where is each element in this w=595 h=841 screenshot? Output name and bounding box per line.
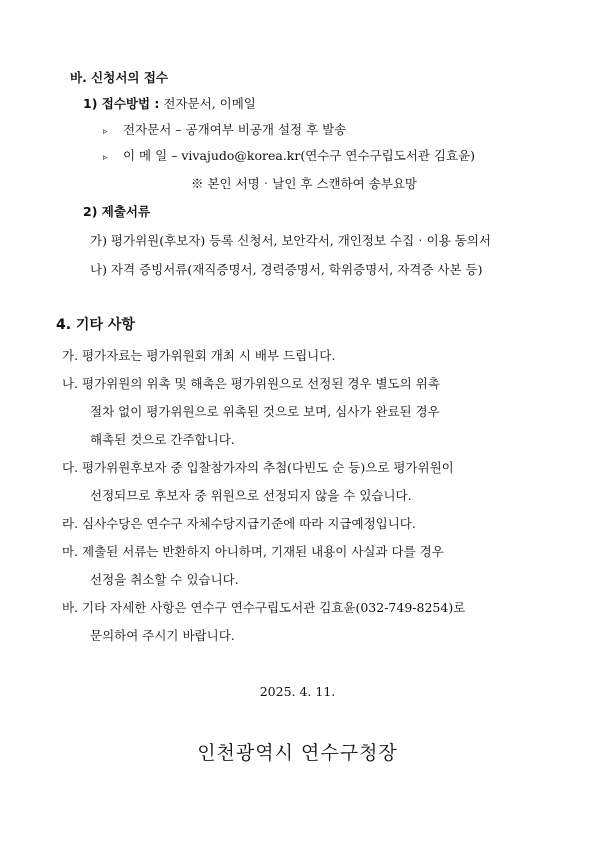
list-item-continuation: 해촉된 것으로 간주합니다. (90, 432, 235, 447)
bullet-item (103, 148, 475, 166)
submission-method-value: 전자문서, 이메일 (163, 96, 256, 111)
triangle-bullet-icon: ▹ (103, 127, 108, 137)
list-item: 바. 기타 자세한 사항은 연수구 연수구립도서관 김효윤(032-749-8254)로 (62, 600, 466, 615)
list-item: 마. 제출된 서류는 반환하지 아니하며, 기재된 내용이 사실과 다를 경우 (62, 544, 444, 559)
section-heading: 4. 기타 사항 (56, 317, 135, 333)
list-item: 가. 평가자료는 평가위원회 개최 시 배부 드립니다. (62, 348, 336, 363)
list-item-continuation: 문의하여 주시기 바랍니다. (90, 628, 235, 643)
bullet-text: 이 메 일 – vivajudo@korea.kr(연수구 연수구립도서관 김효윤) (123, 148, 476, 163)
list-item-continuation: 선정을 취소할 수 있습니다. (90, 572, 239, 587)
list-item: 나. 평가위원의 위촉 및 해촉은 평가위원으로 선정된 경우 별도의 위촉 (62, 376, 440, 391)
bullet-item (103, 122, 346, 140)
issuer-signature: 인천광역시 연수구청장 (197, 742, 398, 764)
bullet-text: 전자문서 – 공개여부 비공개 설정 후 발송 (123, 122, 347, 137)
triangle-bullet-icon: ▹ (103, 153, 108, 163)
list-item: 다. 평가위원후보자 중 입찰참가자의 추첨(다빈도 순 등)으로 평가위원이 (62, 460, 454, 475)
document-date: 2025. 4. 11. (259, 684, 336, 699)
submission-method-label: 1) 접수방법 : (83, 96, 160, 111)
docs-item: 나) 자격 증빙서류(재직증명서, 경력증명서, 학위증명서, 자격증 사본 등) (90, 262, 483, 277)
list-item-continuation: 선정되므로 후보자 중 위원으로 선정되지 않을 수 있습니다. (90, 488, 412, 503)
note-text: ※ 본인 서명‧날인 후 스캔하여 송부요망 (191, 176, 417, 191)
list-item: 라. 심사수당은 연수구 자체수당지급기준에 따라 지급예정입니다. (62, 516, 416, 531)
list-item-continuation: 절차 없이 평가위원으로 위촉된 것으로 보며, 심사가 완료된 경우 (90, 404, 440, 419)
docs-item: 가) 평가위원(후보자) 등록 신청서, 보안각서, 개인정보 수집‧이용 동의서 (90, 233, 491, 248)
submission-docs-label: 2) 제출서류 (83, 204, 151, 219)
submission-method-line (83, 96, 256, 112)
section-heading: 바. 신청서의 접수 (70, 70, 168, 85)
